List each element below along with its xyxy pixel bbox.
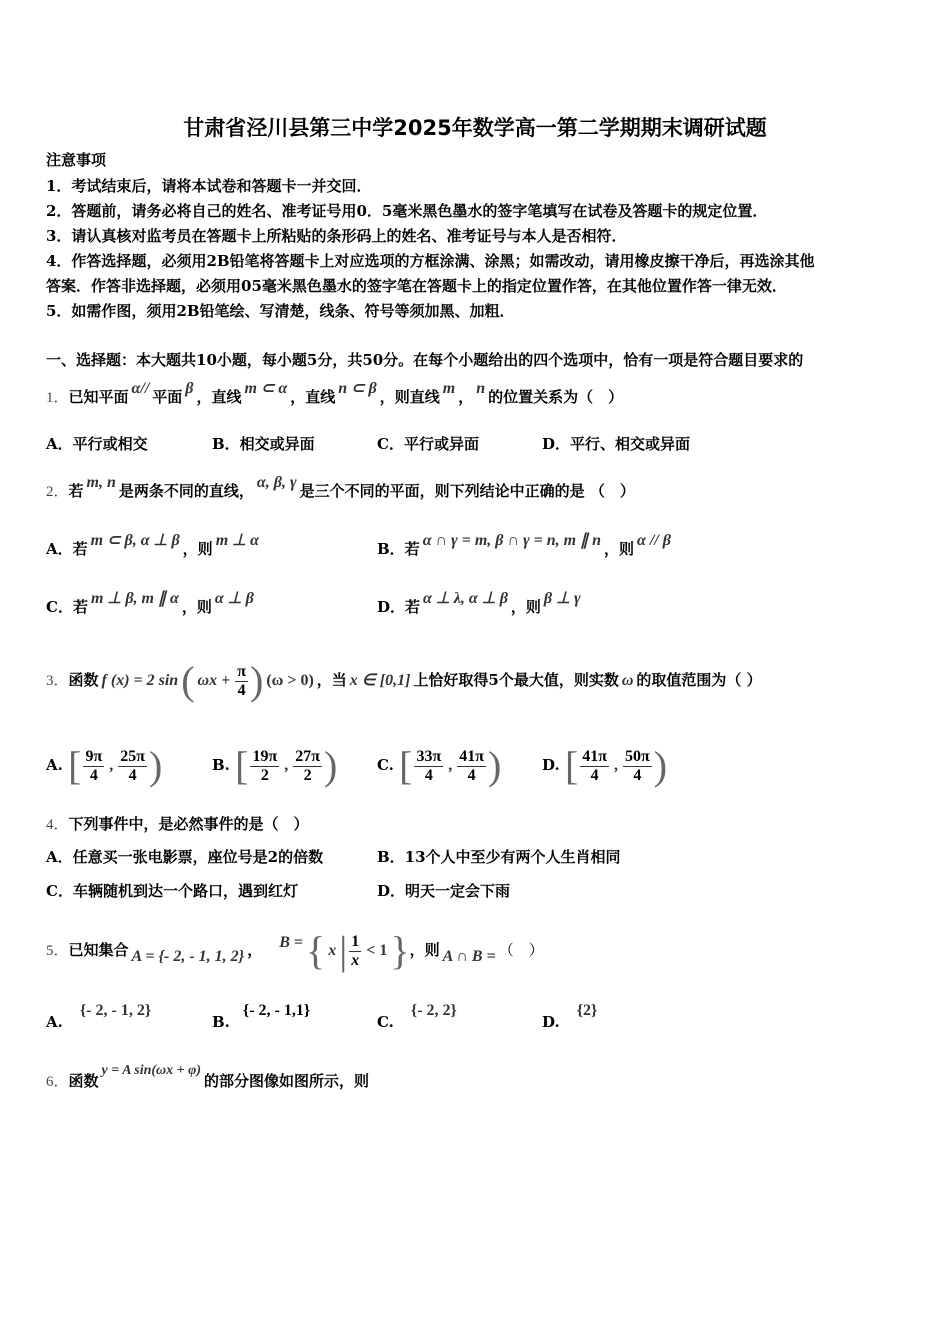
text: 的取值范围为（ ） xyxy=(636,671,762,689)
math: α, β, γ xyxy=(256,474,297,491)
text: 函数 xyxy=(68,1072,99,1090)
bracket: ) xyxy=(653,743,668,788)
label: B．若 xyxy=(377,540,420,558)
text: ，则直线 xyxy=(379,388,440,406)
denominator: 4 xyxy=(424,766,433,784)
question-1 xyxy=(46,380,624,408)
numerator: 9π xyxy=(85,747,103,765)
fraction xyxy=(293,748,322,785)
comma: , xyxy=(448,757,453,774)
math: {- 2, - 1, 2} xyxy=(79,1002,152,1019)
label: B. xyxy=(212,756,230,774)
math: α ⊥ β xyxy=(214,590,254,607)
denominator: 4 xyxy=(89,766,98,784)
paren: ) xyxy=(249,658,264,703)
math: n ⊂ β xyxy=(338,380,377,397)
q-number: 5． xyxy=(46,943,69,959)
text: 是两条不同的直线， xyxy=(118,482,254,500)
math: ωx + xyxy=(197,672,231,689)
numerator: 1 xyxy=(351,932,360,950)
fraction xyxy=(118,748,147,785)
numerator: 41π xyxy=(582,747,608,765)
text: ，则 xyxy=(603,540,634,558)
numerator: π xyxy=(237,662,246,680)
numerator: 33π xyxy=(416,747,442,765)
text: （ ） xyxy=(498,941,544,959)
brace: } xyxy=(390,928,410,973)
option-b: B．相交或异面 xyxy=(212,435,315,453)
numerator: 50π xyxy=(625,747,650,765)
math: {- 2, 2} xyxy=(410,1002,457,1019)
option-c: C．平行或异面 xyxy=(377,435,479,453)
label: D．若 xyxy=(377,598,421,616)
option-c: C．车辆随机到达一个路口，遇到红灯 xyxy=(46,882,298,900)
text: ，则 xyxy=(181,598,212,616)
bracket: ) xyxy=(148,743,163,788)
fraction xyxy=(414,748,443,785)
text: ，则 xyxy=(510,598,541,616)
fraction xyxy=(623,748,652,785)
math: α // β xyxy=(636,532,671,549)
math: A ∩ B = xyxy=(442,948,496,965)
fraction xyxy=(83,748,104,785)
option-d xyxy=(542,1002,598,1033)
option-d xyxy=(542,740,702,791)
denominator: 4 xyxy=(237,681,246,699)
q-number: 6． xyxy=(46,1074,69,1090)
option-d: D．平行、相交或异面 xyxy=(542,435,691,453)
text: 函数 xyxy=(68,671,99,689)
math: ω xyxy=(621,672,634,689)
bracket: [ xyxy=(399,743,413,788)
paren: ( xyxy=(181,658,195,703)
math: β xyxy=(185,380,194,397)
numerator: 27π xyxy=(295,747,320,765)
math: m ⊥ β, m ∥ α xyxy=(90,590,179,607)
math: m xyxy=(442,380,456,397)
option-c xyxy=(377,1002,457,1033)
note-item: 2．答题前，请务必将自己的姓名、准考证号用0．5毫米黑色墨水的签字笔填写在试卷及答题卡的规定位置． xyxy=(46,202,768,220)
label: C．若 xyxy=(46,598,88,616)
note-item: 3．请认真核对监考员在答题卡上所粘贴的条形码上的姓名、准考证号与本人是否相符． xyxy=(46,227,627,245)
option-d: D．明天一定会下雨 xyxy=(377,882,511,900)
math: α ∩ γ = m, β ∩ γ = n, m ∥ n xyxy=(422,532,601,549)
numerator: 25π xyxy=(120,747,145,765)
page-title: 甘肃省泾川县第三中学2025年数学高一第二学期期末调研试题 xyxy=(183,116,767,140)
text: ， xyxy=(458,388,474,406)
question-2 xyxy=(46,474,635,502)
math: y = A sin(ωx + φ) xyxy=(101,1063,202,1078)
option-a: A．平行或相交 xyxy=(46,435,148,453)
section-heading: 一、选择题：本大题共10小题，每小题5分，共50分。在每个小题给出的四个选项中，恰有一项是符合题目要求的 xyxy=(46,351,804,369)
math: α ⊥ λ, α ⊥ β xyxy=(423,590,508,607)
math: m ⊂ β, α ⊥ β xyxy=(90,532,180,549)
option-c xyxy=(46,590,257,618)
math: x xyxy=(328,942,337,959)
denominator: 2 xyxy=(260,766,269,784)
math: β ⊥ γ xyxy=(543,590,581,607)
text: ，直线 xyxy=(290,388,336,406)
option-a: A．任意买一张电影票，座位号是2的倍数 xyxy=(46,848,324,866)
bracket: [ xyxy=(564,743,579,788)
fraction xyxy=(580,748,609,785)
math: {- 2, - 1,1} xyxy=(242,1002,311,1019)
math: n xyxy=(476,380,486,397)
text: 是三个不同的平面，则下列结论中正确的是 （ ） xyxy=(299,482,635,500)
math: x ∈ [0,1] xyxy=(349,672,411,689)
denominator: 4 xyxy=(590,766,599,784)
bracket: [ xyxy=(235,743,249,788)
q-number: 3． xyxy=(46,673,69,689)
q-number: 2． xyxy=(46,484,69,500)
denominator: 2 xyxy=(303,766,312,784)
notes-heading: 注意事项 xyxy=(46,151,107,169)
note-item: 答案．作答非选择题，必须用05毫米黑色墨水的签字笔在答题卡上的指定位置作答，在其他位置作答一律无效． xyxy=(46,277,787,295)
bracket: ) xyxy=(488,743,502,788)
text: 的部分图像如图所示，则 xyxy=(204,1072,370,1090)
math: A = {- 2, - 1, 1, 2} xyxy=(131,948,245,965)
label: D. xyxy=(542,756,560,774)
comma: , xyxy=(284,757,289,774)
math: α// xyxy=(131,380,150,397)
note-item: 5．如需作图，须用2B铅笔绘、写清楚，线条、符号等须加黑、加粗． xyxy=(46,302,515,320)
fraction xyxy=(349,933,361,970)
label: A. xyxy=(46,756,63,774)
text: 若 xyxy=(68,482,84,500)
text: 已知集合 xyxy=(68,941,129,959)
q-number: 1． xyxy=(46,390,69,406)
label: C. xyxy=(377,756,394,774)
fraction xyxy=(235,663,248,700)
math: {2} xyxy=(576,1002,598,1019)
label: C. xyxy=(377,1013,394,1031)
denominator: 4 xyxy=(467,766,476,784)
option-d xyxy=(377,590,584,618)
numerator: 19π xyxy=(252,747,278,765)
question-6 xyxy=(46,1063,370,1093)
math: B = xyxy=(279,934,304,951)
option-b: B．13个人中至少有两个人生肖相同 xyxy=(377,848,621,866)
option-a xyxy=(46,740,206,791)
math: m, n xyxy=(86,474,116,491)
label: B. xyxy=(212,1013,230,1031)
text: 下列事件中，是必然事件的是（ ） xyxy=(68,815,309,833)
label: A．若 xyxy=(46,540,88,558)
text: ，则 xyxy=(409,941,440,959)
math: m ⊂ α xyxy=(244,380,288,397)
math: m ⊥ α xyxy=(215,532,259,549)
question-5 xyxy=(46,926,544,975)
option-c xyxy=(377,740,537,791)
option-b xyxy=(212,740,372,791)
denominator: 4 xyxy=(633,766,642,784)
math: < 1 xyxy=(366,942,388,959)
text: ，当 xyxy=(316,671,347,689)
bracket: [ xyxy=(68,743,82,788)
fraction xyxy=(457,748,486,785)
text: ，直线 xyxy=(196,388,242,406)
option-a xyxy=(46,1002,152,1033)
text: 的位置关系为（ ） xyxy=(488,388,624,406)
bar: | xyxy=(339,928,348,973)
comma: , xyxy=(109,757,114,774)
text: 平面 xyxy=(152,388,183,406)
denominator: 4 xyxy=(128,766,137,784)
text: ，则 xyxy=(182,540,213,558)
label: D. xyxy=(542,1013,560,1031)
q-number: 4． xyxy=(46,817,69,833)
math: f (x) = 2 sin xyxy=(101,672,179,689)
note-item: 4．作答选择题，必须用2B铅笔将答题卡上对应选项的方框涂满、涂黑；如需改动，请用橡皮擦干净后，再选涂其他 xyxy=(46,252,815,270)
bracket: ) xyxy=(324,743,338,788)
text: 上恰好取得5个最大值，则实数 xyxy=(413,671,619,689)
comma: , xyxy=(614,757,619,774)
text: 已知平面 xyxy=(68,388,129,406)
note-item: 1．考试结束后，请将本试卷和答题卡一并交回． xyxy=(46,177,372,195)
option-b xyxy=(377,532,674,560)
question-4 xyxy=(46,814,309,835)
text: ， xyxy=(247,941,263,959)
denominator: x xyxy=(351,951,360,969)
math: (ω > 0) xyxy=(266,672,314,689)
fraction xyxy=(250,748,279,785)
numerator: 41π xyxy=(459,747,484,765)
brace: { xyxy=(306,928,326,973)
question-3 xyxy=(46,656,762,705)
option-b xyxy=(212,1002,311,1033)
label: A. xyxy=(46,1013,63,1031)
option-a xyxy=(46,532,262,560)
